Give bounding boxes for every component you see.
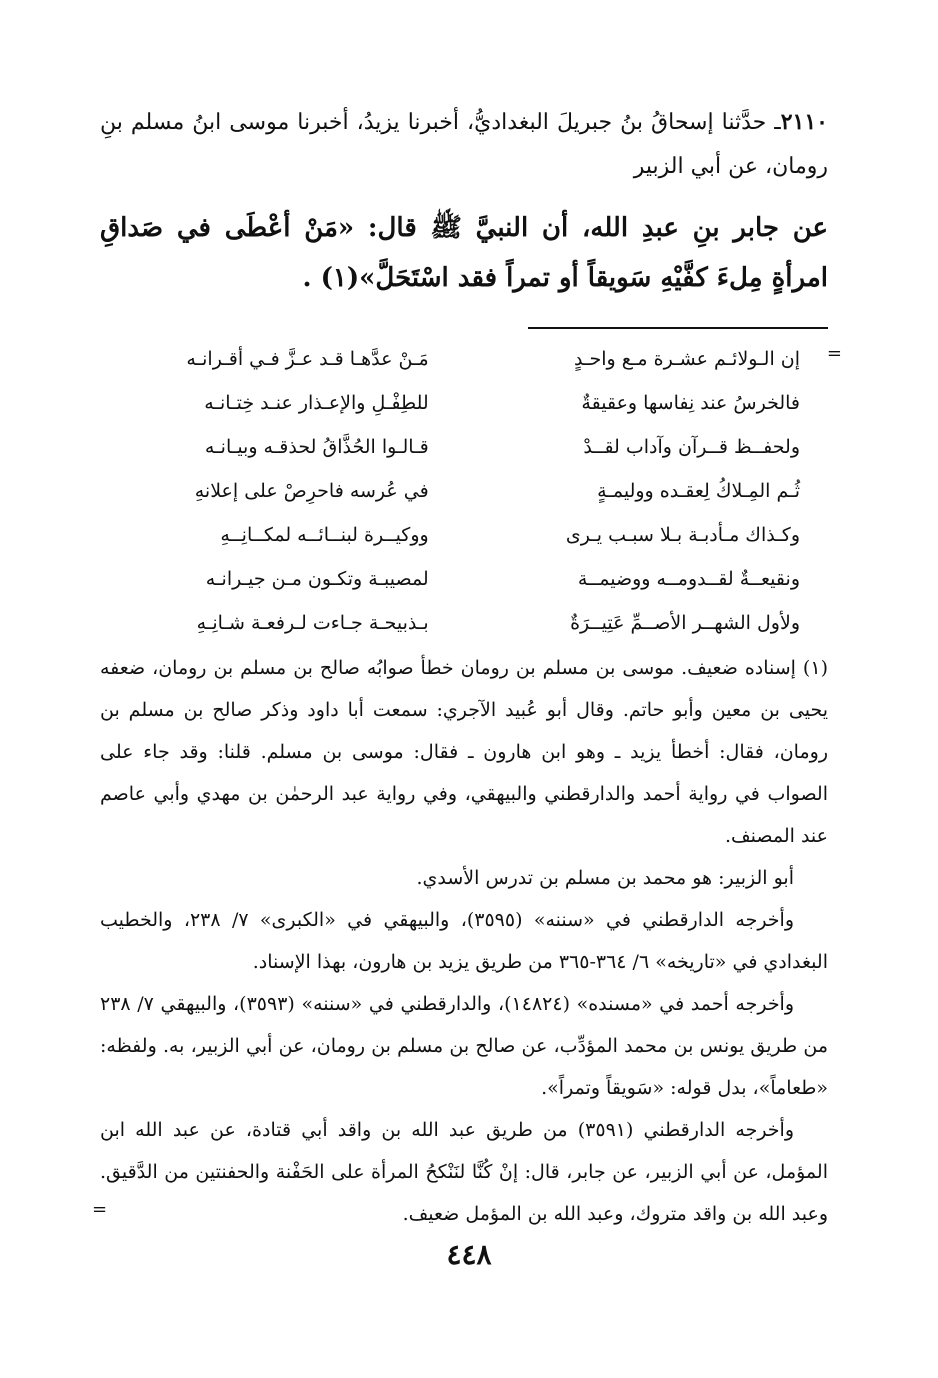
verse-first-hemistich: ولحفــظ قــرآن وآداب لقــدْ <box>583 436 800 458</box>
footnote-last-block <box>92 1109 828 1235</box>
hadith-chain <box>100 100 828 189</box>
poem-verse <box>100 557 828 601</box>
verse-second-hemistich: بـذبيحـة جـاءت لـرفعـة شـانِـهِ <box>196 612 429 634</box>
poem <box>100 337 828 645</box>
verse-first-hemistich: ثُـم المِـلاكُ لِعقـده ووليمـةٍ <box>597 480 800 502</box>
page-body <box>92 100 842 1235</box>
poem-verse <box>100 601 828 645</box>
verse-second-hemistich: في عُرسه فاحرِصْ على إعلانهِ <box>194 480 429 502</box>
poem-block <box>100 337 842 645</box>
verse-second-hemistich: قـالـوا الحُذَّاقُ لحذقـه وبيـانـه <box>204 436 429 458</box>
footnote-continuation-marker: = <box>92 1199 108 1220</box>
footnote-divider <box>528 327 828 329</box>
verse-first-hemistich: ولأول الشهــر الأصــمِّ عَتِيــرَةٌ <box>570 612 800 634</box>
verse-second-hemistich: ووكيــرة لبنــائــه لمكــانِــهِ <box>220 524 429 546</box>
hadith-matn: عن جابر بنِ عبدِ الله، أن النبيَّ ﷺ قال: «مَنْ أعْطَى في صَداقِ امرأةٍ مِلءَ كفَّيْهِ سَويقاً أو تمراً فقد اسْتَحَلَّ»(١) . <box>100 213 828 293</box>
verse-first-hemistich: وكـذاك مـأدبـة بـلا سبـب يـرى <box>565 524 800 546</box>
poem-verse <box>100 381 828 425</box>
footnote-paragraph: أبو الزبير: هو محمد بن مسلم بن تدرس الأسدي. <box>416 867 794 889</box>
poem-verse <box>100 469 828 513</box>
verse-second-hemistich: للطِفْـلِ والإعـذار عنـد خِتـانـه <box>204 392 429 414</box>
verse-second-hemistich: مَـنْ عدَّهـا قـد عـزَّ فـي أقـرانـه <box>186 348 429 370</box>
footnotes <box>92 647 828 1235</box>
hadith-chain-text: ـ حدَّثنا إسحاقُ بنُ جبريلَ البغداديُّ، أخبرنا يزيدُ، أخبرنا موسى ابنُ مسلم بنِ رومان، عن أبي الزبير <box>100 110 828 179</box>
poem-continuation-marker: = <box>826 343 842 364</box>
poem-verse <box>100 425 828 469</box>
verse-first-hemistich: فالخرسُ عند نِفاسها وعقيقةٌ <box>581 392 800 414</box>
footnote-paragraph: (١) إسناده ضعيف. موسى بن مسلم بن رومان خطأ صوابُه صالح بن مسلم بن رومان، ضعفه يحيى بن معين وأبو حاتم. وقال أبو عُبيد الآجري: سمعت أبا داود وذكر صالح بن مسلم بن رومان، فقال: أخطأ يزيد ـ وهو ابن هارون ـ فقال: موسى بن مسلم. قلنا: وقد جاء على الصواب في رواية أحمد والدارقطني والبيهقي، وفي رواية عبد الرحمٰن بن مهدي وأبي عاصم عند المصنف. <box>100 657 828 847</box>
footnote-paragraph: وأخرجه أحمد في «مسنده» (١٤٨٢٤)، والدارقطني في «سننه» (٣٥٩٣)، والبيهقي ٧/ ٢٣٨ من طريق يونس بن محمد المؤدِّب، عن صالح بن مسلم بن رومان، عن أبي الزبير، به. ولفظه: «طعاماً»، بدل قوله: «سَويقاً وتمراً». <box>100 993 828 1099</box>
poem-verse <box>100 337 828 381</box>
verse-second-hemistich: لمصيبـة وتكـون مـن جيـرانـه <box>205 568 429 590</box>
hadith-number: ٢١١٠ <box>780 109 828 135</box>
footnote-paragraph: وأخرجه الدارقطني في «سننه» (٣٥٩٥)، والبيهقي في «الكبرى» ٧/ ٢٣٨، والخطيب البغدادي في «تاريخه» ٦/ ٣٦٤-٣٦٥ من طريق يزيد بن هارون، بهذا الإسناد. <box>100 909 828 973</box>
verse-first-hemistich: ونقيعــةٌ لقــدومــه ووضيمــة <box>577 568 800 590</box>
poem-verse <box>100 513 828 557</box>
footnote-paragraph: وأخرجه الدارقطني (٣٥٩١) من طريق عبد الله بن واقد أبي قتادة، عن عبد الله ابن المؤمل، عن أبي الزبير، عن جابر، قال: إنْ كُنَّا لنَنْكحُ المرأة على الحَفْنة والحفنتين من الدَّقيق. وعبد الله بن واقد متروك، وعبد الله بن المؤمل ضعيف. <box>100 1119 828 1225</box>
page-number: ٤٤٨ <box>446 1238 492 1271</box>
verse-first-hemistich: إن الـولائـم عشـرة مـع واحـدٍ <box>573 348 800 370</box>
